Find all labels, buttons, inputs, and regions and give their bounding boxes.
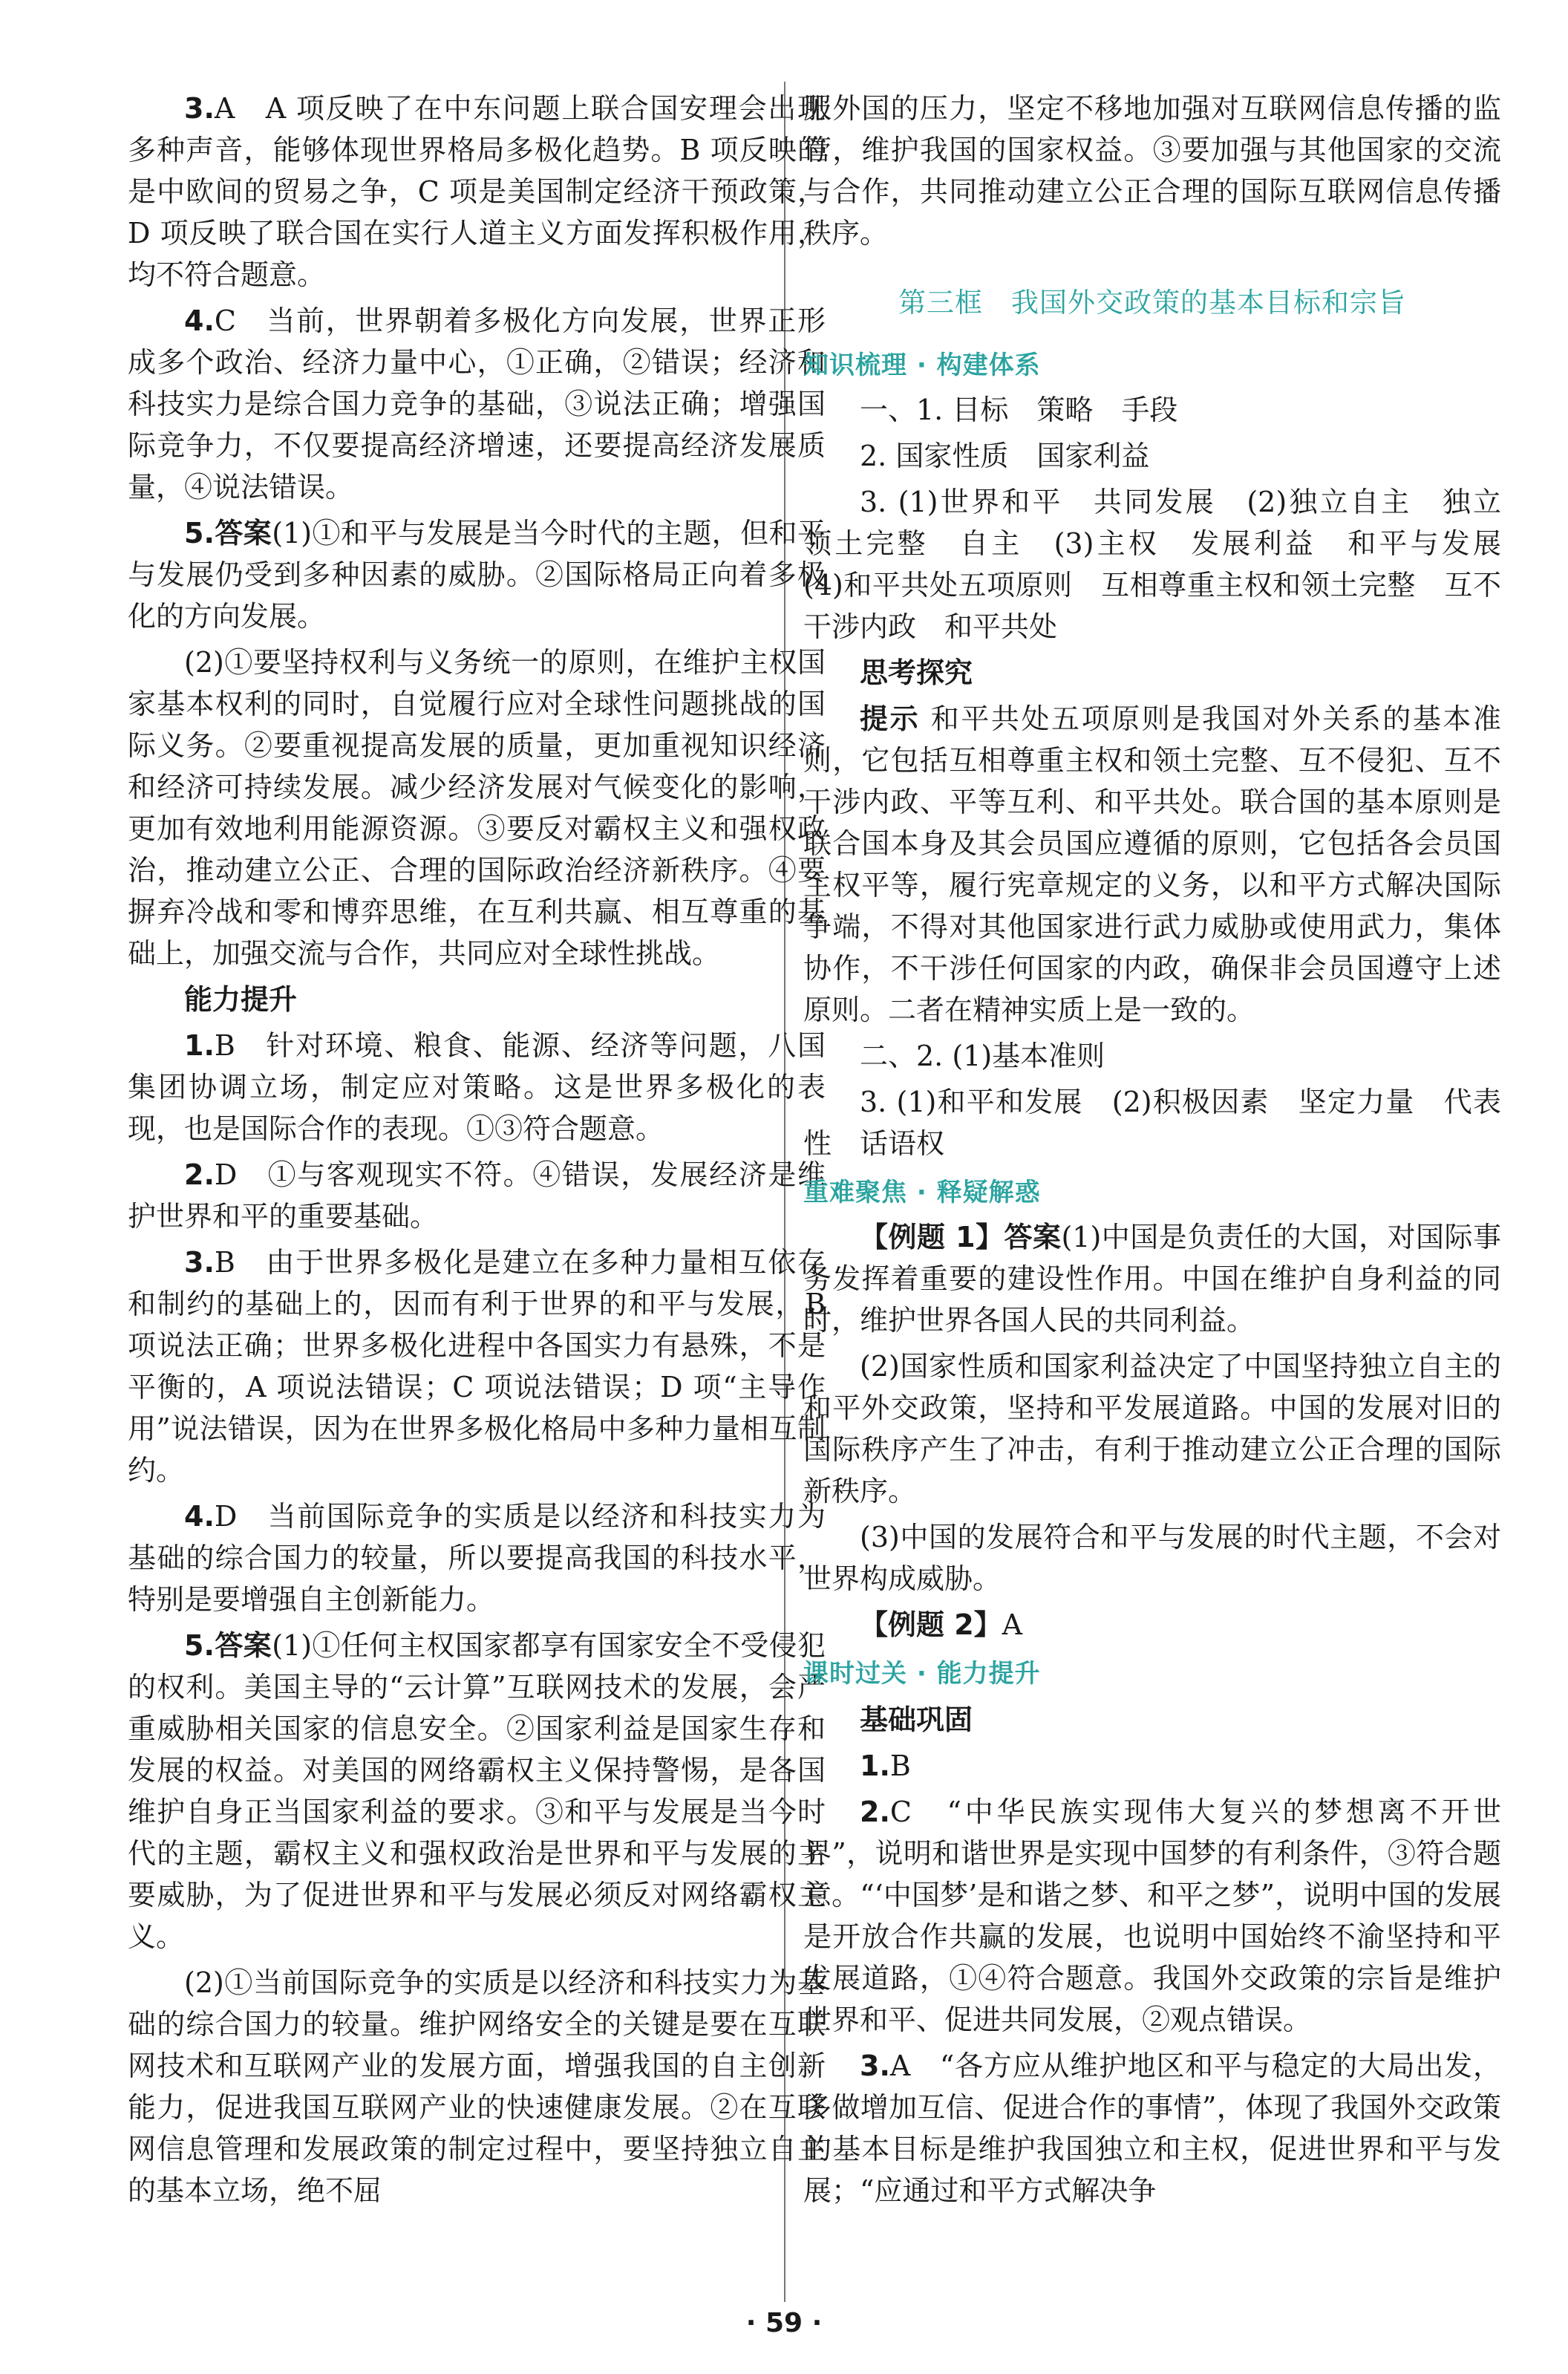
ability-answer-5-part2: (2)①当前国际竞争的实质是以经济和科技实力为基础的综合国力的较量。维护网络安全的关键是要在互联网技术和互联网产业的发展方面，增强我国的自主创新能力，促进我国互联网产业的快速健康发展。②在互联网信息管理和发展政策的制定过程中，要坚持独立自主的基本立场，绝不屈 bbox=[128, 1966, 826, 2207]
ability-answer-2: 2.D ①与客观现实不符。④错误，发展经济是维护世界和平的重要基础。 bbox=[128, 1158, 826, 1233]
answer-3: 3.A A 项反映了在中东问题上联合国安理会出现多种声音，能够体现世界格局多极化趋势。B 项反映的是中欧间的贸易之争，C 项是美国制定经济干预政策，D 项反映了联合国在实行人道主义方面发挥积极作用，均不符合题意。 bbox=[128, 92, 826, 291]
example-2: 【例题 2】A bbox=[860, 1608, 1023, 1641]
band-lesson: 课时过关 · 能力提升 bbox=[803, 1659, 1041, 1689]
example-1-part3: (3)中国的发展符合和平与发展的时代主题，不会对世界构成威胁。 bbox=[803, 1521, 1501, 1595]
ability-answer-4: 4.D 当前国际竞争的实质是以经济和科技实力为基础的综合国力的较量，所以要提高我国的科技水平，特别是要增强自主创新能力。 bbox=[128, 1500, 826, 1616]
ability-heading: 能力提升 bbox=[184, 983, 298, 1016]
basic-answer-1: 1.B bbox=[860, 1749, 911, 1782]
ability-answer-1: 1.B 针对环境、粮食、能源、经济等问题，八国集团协调立场，制定应对策略。这是世界多极化的表现，也是国际合作的表现。①③符合题意。 bbox=[128, 1029, 826, 1145]
basic-heading: 基础巩固 bbox=[860, 1703, 973, 1736]
basic-answer-2: 2.C “中华民族实现伟大复兴的梦想离不开世界”，说明和谐世界是实现中国梦的有利条件，③符合题意。“‘中国梦’是和谐之梦、和平之梦”，说明中国的发展是开放合作共赢的发展，也说明中国始终不渝坚持和平发展道路，①④符合题意。我国外交政策的宗旨是维护世界和平、促进共同发展，②观点错误。 bbox=[803, 1796, 1501, 2036]
knowledge-2: 2. 国家性质 国家利益 bbox=[860, 440, 1150, 472]
continued-text: 服外国的压力，坚定不移地加强对互联网信息传播的监管，维护我国的国家权益。③要加强与其他国家的交流与合作，共同推动建立公正合理的国际互联网信息传播秩序。 bbox=[803, 92, 1501, 250]
think-heading: 思考探究 bbox=[860, 656, 973, 689]
band-focus: 重难聚焦 · 释疑解惑 bbox=[803, 1178, 1041, 1207]
hint-paragraph: 提示 和平共处五项原则是我国对外关系的基本准则，它包括互相尊重主权和领土完整、互不侵犯、互不干涉内政、平等互利、和平共处。联合国的基本原则是联合国本身及其会员国应遵循的原则，它包括各会员国主权平等，履行宪章规定的义务，以和平方式解决国际争端，不得对其他国家进行武力威胁或使用武力，集体协作，不干涉任何国家的内政，确保非会员国遵守上述原则。二者在精神实质上是一致的。 bbox=[803, 702, 1501, 1026]
right-column bbox=[803, 88, 1530, 2216]
band-knowledge: 知识梳理 · 构建体系 bbox=[803, 350, 1041, 380]
knowledge-4: 二、2. (1)基本准则 bbox=[860, 1040, 1105, 1072]
example-1: 【例题 1】答案(1)中国是负责任的大国，对国际事务发挥着重要的建设性作用。中国在维护自身利益的同时，维护世界各国人民的共同利益。 bbox=[803, 1221, 1501, 1337]
answer-5: 5.答案(1)①和平与发展是当今时代的主题，但和平与发展仍受到多种因素的威胁。②国际格局正向着多极化的方向发展。 bbox=[128, 517, 826, 633]
ability-answer-3: 3.B 由于世界多极化是建立在多种力量相互依存和制约的基础上的，因而有利于世界的和平与发展，B 项说法正确；世界多极化进程中各国实力有悬殊，不是平衡的，A 项说法错误；C 项说法错误；D 项“主导作用”说法错误，因为在世界多极化格局中多种力量相互制约。 bbox=[128, 1246, 826, 1487]
example-1-part2: (2)国家性质和国家利益决定了中国坚持独立自主的和平外交政策，坚持和平发展道路。中国的发展对旧的国际秩序产生了冲击，有利于推动建立公正合理的国际新秩序。 bbox=[803, 1350, 1501, 1507]
answer-5-part2: (2)①要坚持权利与义务统一的原则，在维护主权国家基本权利的同时，自觉履行应对全球性问题挑战的国际义务。②要重视提高发展的质量，更加重视知识经济和经济可持续发展。减少经济发展对气候变化的影响，更加有效地利用能源资源。③要反对霸权主义和强权政治，推动建立公正、合理的国际政治经济新秩序。④要摒弃冷战和零和博弈思维，在互利共赢、相互尊重的基础上，加强交流与合作，共同应对全球性挑战。 bbox=[128, 646, 826, 970]
knowledge-3: 3. (1)世界和平 共同发展 (2)独立自主 独立 领土完整 自主 (3)主权 发展利益 和平与发展 (4)和平共处五项原则 互相尊重主权和领土完整 互不干涉内政 和平共处 bbox=[803, 486, 1530, 643]
page-number: · 59 · bbox=[745, 2308, 823, 2338]
basic-answer-3: 3.A “各方应从维护地区和平与稳定的大局出发，多做增加互信、促进合作的事情”，体现了我国外交政策的基本目标是维护我国独立和主权，促进世界和平与发展；“应通过和平方式解决争 bbox=[803, 2049, 1501, 2207]
knowledge-5: 3. (1)和平和发展 (2)积极因素 坚定力量 代表性 话语权 bbox=[803, 1086, 1501, 1160]
section-title: 第三框 我国外交政策的基本目标和宗旨 bbox=[898, 287, 1406, 319]
ability-answer-5: 5.答案(1)①任何主权国家都享有国家安全不受侵犯的权利。美国主导的“云计算”互联网技术的发展，会严重威胁相关国家的信息安全。②国家利益是国家生存和发展的权益。对美国的网络霸权主义保持警惕，是各国维护自身正当国家利益的要求。③和平与发展是当今时代的主题，霸权主义和强权政治是世界和平与发展的主要威胁，为了促进世界和平与发展必须反对网络霸权主义。 bbox=[128, 1629, 826, 1953]
answer-4: 4.C 当前，世界朝着多极化方向发展，世界正形成多个政治、经济力量中心，①正确，②错误；经济和科技实力是综合国力竞争的基础，③说法正确；增强国际竞争力，不仅要提高经济增速，还要提高经济发展质量，④说法错误。 bbox=[128, 304, 826, 503]
left-column bbox=[128, 88, 826, 2216]
knowledge-1: 一、1. 目标 策略 手段 bbox=[860, 394, 1178, 426]
